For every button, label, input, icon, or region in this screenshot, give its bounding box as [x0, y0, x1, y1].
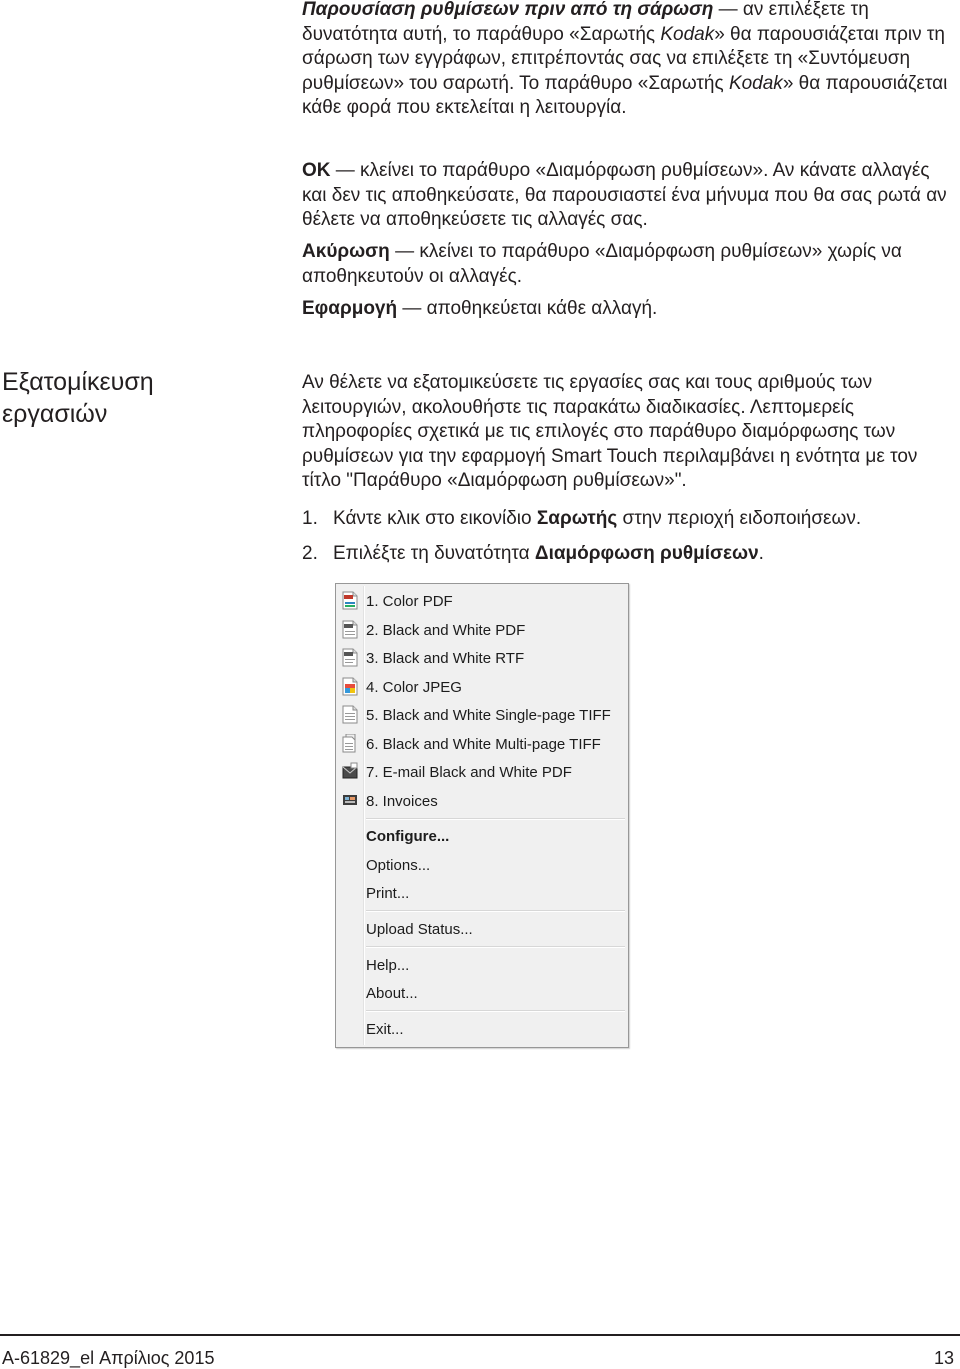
menu-item-configure[interactable]: Configure... — [366, 828, 450, 845]
step-2-text-a: Επιλέξτε τη δυνατότητα — [333, 543, 535, 564]
step-2-number: 2. — [302, 543, 318, 564]
menu-item-bw-multi-tiff[interactable]: 6. Black and White Multi-page TIFF — [366, 736, 601, 753]
preview-text-a: — αν επιλέξετε τη δυνατότητα αυτή, το παράθυρο «Σαρωτής — [302, 0, 869, 45]
menu-separator — [366, 818, 625, 820]
bw-single-tiff-icon — [342, 705, 358, 724]
step-1-text-a: Κάντε κλικ στο εικονίδιο — [333, 508, 537, 529]
menu-item-email-bw-pdf[interactable]: 7. E-mail Black and White PDF — [366, 764, 572, 781]
cancel-description: — κλείνει το παράθυρο «Διαμόρφωση ρυθμίσεων» χωρίς να αποθηκευτούν οι αλλαγές. — [302, 241, 902, 287]
bw-multi-tiff-icon — [342, 734, 358, 753]
menu-item-exit[interactable]: Exit... — [366, 1021, 404, 1038]
preview-text-c: » θα παρουσιάζεται κάθε φορά που εκτελείται η λειτουργία. — [302, 72, 948, 118]
color-jpeg-icon — [342, 677, 358, 696]
preview-settings-term: Παρουσίαση ρυθμίσεων πριν από τη σάρωση — [302, 0, 714, 20]
cancel-term: Ακύρωση — [302, 241, 390, 262]
step-1-text-b: στην περιοχή ειδοποιήσεων. — [617, 508, 862, 529]
scanner-context-menu — [335, 583, 629, 1048]
menu-item-print[interactable]: Print... — [366, 885, 410, 902]
menu-item-color-jpeg[interactable]: 4. Color JPEG — [366, 679, 462, 696]
menu-icon-gutter — [363, 586, 365, 1045]
section-title: Εξατομίκευση εργασιών — [2, 368, 154, 428]
menu-separator — [366, 1010, 625, 1012]
color-pdf-icon — [342, 591, 358, 610]
configure-settings-term: Διαμόρφωση ρυθμίσεων — [534, 543, 759, 564]
menu-separator — [366, 946, 625, 948]
scanner-term: Σαρωτής — [536, 508, 618, 529]
section-body: Αν θέλετε να εξατομικεύσετε τις εργασίες σας και τους αριθμούς των λειτουργιών, ακολουθήστε τις παρακάτω διαδικασίες. Λεπτομερείς πληροφορίες σχετικά με τις επιλογές στο παράθυρο διαμόρφωσης των ρυθμίσεων για την εφαρμογή Smart Touch περιλαμβάνει η ενότητα με τον τίτλο "Παράθυρο «Διαμόρφωση ρυθμίσεων»". — [302, 372, 918, 491]
menu-item-help[interactable]: Help... — [366, 957, 410, 974]
menu-item-bw-pdf[interactable]: 2. Black and White PDF — [366, 622, 526, 639]
ok-description: — κλείνει το παράθυρο «Διαμόρφωση ρυθμίσεων». Αν κάνατε αλλαγές και δεν τις αποθηκεύσατε, θα παρουσιαστεί ένα μήνυμα που θα σας ρωτά αν θέλετε να αποθηκεύσετε τις αλλαγές σας. — [302, 160, 947, 230]
step-1 — [302, 507, 861, 531]
menu-separator — [366, 910, 625, 912]
ok-term: OK — [302, 160, 331, 181]
menu-item-options[interactable]: Options... — [366, 857, 431, 874]
preview-text-b: » θα παρουσιάζεται πριν τη σάρωση των εγγράφων, επιτρέποντάς σας να επιλέξετε τη «Συντόμευση ρυθμίσεων» του σαρωτή. Το παράθυρο «Σαρωτής — [302, 23, 945, 94]
kodak-term: Kodak — [660, 23, 715, 45]
menu-item-about[interactable]: About... — [366, 985, 418, 1002]
intro-paragraph-preview — [302, 0, 956, 121]
email-pdf-icon — [342, 762, 358, 781]
ok-paragraph — [302, 159, 956, 233]
menu-item-bw-single-tiff[interactable]: 5. Black and White Single-page TIFF — [366, 707, 611, 724]
apply-term: Εφαρμογή — [302, 298, 398, 319]
menu-item-color-pdf[interactable]: 1. Color PDF — [366, 593, 453, 610]
invoices-icon — [342, 791, 358, 810]
step-2 — [302, 542, 764, 566]
bw-pdf-icon — [342, 620, 358, 639]
menu-item-invoices[interactable]: 8. Invoices — [366, 793, 438, 810]
step-2-text-b: . — [758, 543, 764, 564]
cancel-paragraph — [302, 240, 956, 289]
menu-item-upload-status[interactable]: Upload Status... — [366, 921, 473, 938]
step-1-number: 1. — [302, 508, 318, 529]
menu-item-bw-rtf[interactable]: 3. Black and White RTF — [366, 650, 525, 667]
footer-doc-id: A-61829_el Απρίλιος 2015 — [2, 1348, 215, 1368]
kodak-term: Kodak — [728, 72, 783, 94]
page-number: 13 — [933, 1348, 954, 1368]
bw-rtf-icon — [342, 648, 358, 667]
apply-description: — αποθηκεύεται κάθε αλλαγή. — [397, 298, 658, 319]
apply-paragraph — [302, 297, 956, 322]
footer-rule — [0, 1334, 960, 1336]
